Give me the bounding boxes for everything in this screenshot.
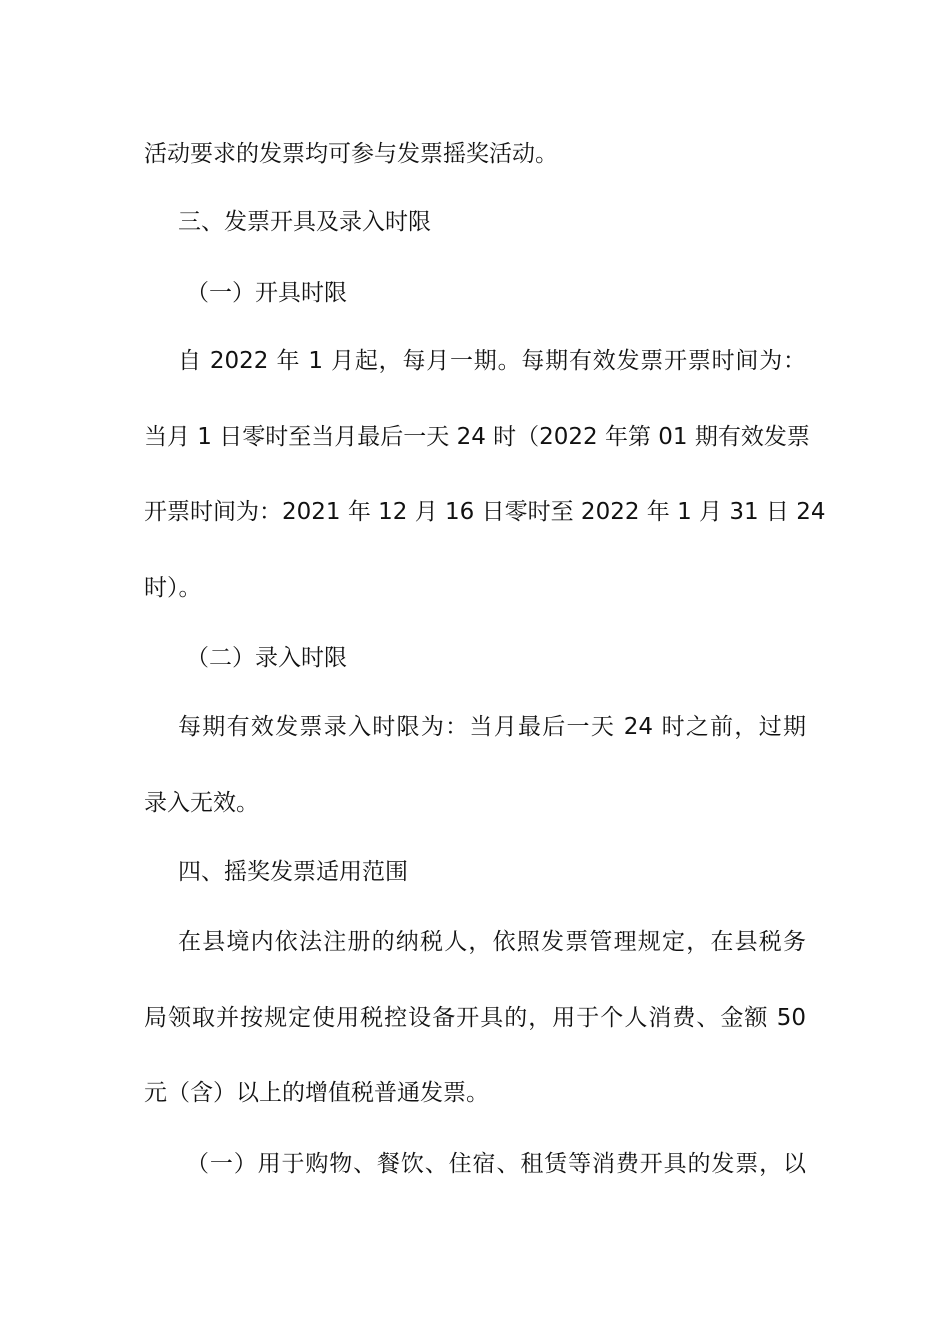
section-heading: 四、摇奖发票适用范围 [178, 859, 408, 885]
paragraph-line: 录入无效。 [144, 790, 259, 816]
paragraph-line: 每期有效发票录入时限为：当月最后一天 24 时之前，过期 [178, 714, 806, 740]
subsection-heading: （二）录入时限 [186, 645, 347, 671]
paragraph-line: 在县境内依法注册的纳税人，依照发票管理规定，在县税务 [178, 929, 806, 955]
paragraph-line: 局领取并按规定使用税控设备开具的，用于个人消费、金额 50 [144, 1005, 806, 1031]
section-heading: 三、发票开具及录入时限 [178, 209, 431, 235]
paragraph-line: 当月 1 日零时至当月最后一天 24 时（2022 年第 01 期有效发票 [144, 424, 810, 450]
subsection-heading: （一）开具时限 [186, 280, 347, 306]
paragraph-line: 元（含）以上的增值税普通发票。 [144, 1080, 489, 1106]
paragraph-line: 自 2022 年 1 月起，每月一期。每期有效发票开票时间为： [178, 348, 806, 374]
paragraph-line: 开票时间为：2021 年 12 月 16 日零时至 2022 年 1 月 31 日 24 [144, 499, 826, 525]
paragraph-line: 活动要求的发票均可参与发票摇奖活动。 [144, 141, 558, 167]
paragraph-line: 时）。 [144, 575, 202, 601]
paragraph-line: （一）用于购物、餐饮、住宿、租赁等消费开具的发票，以 [186, 1151, 806, 1177]
